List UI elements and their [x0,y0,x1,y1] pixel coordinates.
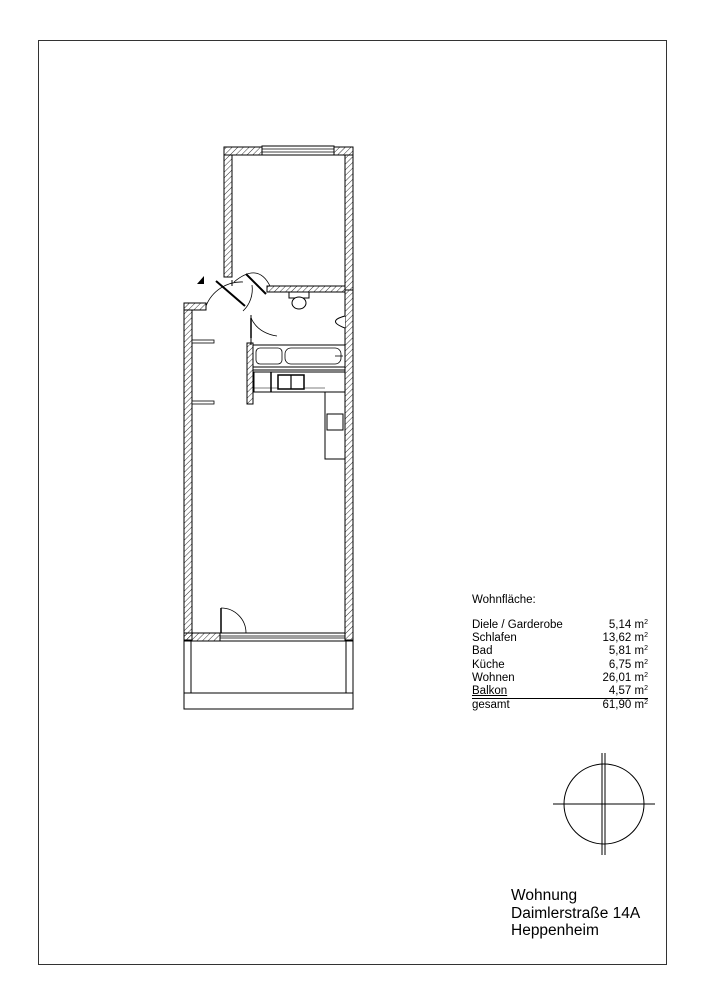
address-line-3: Heppenheim [511,922,599,939]
room-name: Küche [472,658,505,671]
total-area: 61,90 $m^2$ [602,699,648,712]
area-row [472,659,648,672]
room-name: Balkon [472,684,508,697]
area-row [472,632,648,645]
room-name: Diele / Garderobe [472,619,563,631]
area-table [472,594,648,712]
stove-icon [327,414,343,430]
address-line-2: Daimlerstraße 14A [511,904,641,922]
room-area: 6,75 $m^2$ [608,658,648,671]
bedroom-door [232,273,270,294]
address-line-1: Wohnung [511,887,578,904]
toilet-icon [289,292,309,309]
room-area: 26,01 $m^2$ [602,671,648,684]
bedroom-bottom-wall [267,286,345,292]
bottom-wall-left [184,633,220,641]
room-name: Bad [472,645,493,658]
room-area: 4,57 $m^2$ [608,684,648,697]
wardrobe-niche [192,340,214,404]
area-total-row [472,699,648,712]
bedroom-window [262,146,334,155]
north-arrow-icon [553,753,655,855]
bedroom-walls [224,147,353,292]
room-name: Schlafen [472,632,517,645]
bathroom-door [251,318,277,338]
area-row [472,619,648,632]
area-row [472,685,648,699]
room-area: 13,62 $m^2$ [602,632,648,645]
left-outer-wall [184,310,192,640]
total-label: gesamt [472,699,510,712]
right-outer-wall [345,290,353,640]
room-area: 5,14 $m^2$ [608,619,648,631]
bedroom-right-wall [345,155,353,290]
area-row [472,645,648,658]
area-row [472,672,648,685]
living-window [220,633,345,641]
sink-icon [336,316,346,328]
entrance-marker-icon [197,276,204,284]
bathtub-icon [253,345,345,367]
kitchen-counter [254,372,345,459]
room-area: 5,81 $m^2$ [608,645,648,658]
entry-top-wall [184,303,206,310]
bedroom-left-wall [224,155,232,277]
balcony-door [221,608,246,633]
address-block [511,887,640,940]
balcony [184,641,353,709]
entrance-door [206,281,252,311]
room-name: Wohnen [472,671,515,684]
area-heading: Wohnfläche: [472,594,536,606]
